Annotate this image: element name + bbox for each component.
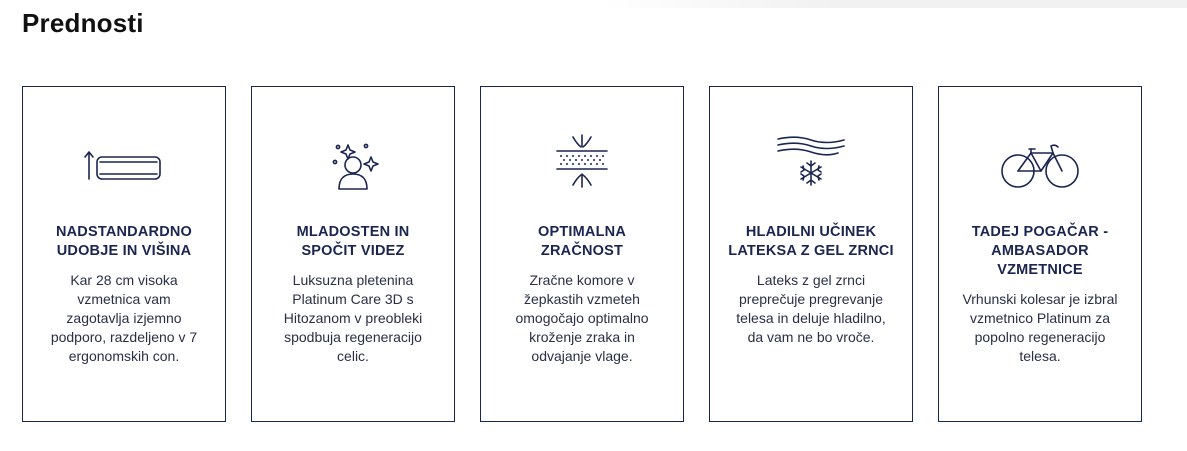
card-description: Vrhunski kolesar je izbral vzmetnico Platinum za popolno regeneracijo telesa. xyxy=(962,291,1118,364)
mattress-height-icon xyxy=(79,131,169,201)
section-title: Prednosti xyxy=(22,8,144,38)
bicycle-icon xyxy=(995,131,1085,201)
card-description: Luksuzna pletenina Platinum Care 3D s Hitozanom v preobleki spodbuja regeneracijo celic. xyxy=(283,272,423,364)
benefit-card-youthful-look xyxy=(251,86,455,422)
card-title: MLADOSTEN IN SPOČIT VIDEZ xyxy=(296,224,410,259)
card-title: NADSTANDARDNO UDOBJE IN VIŠINA xyxy=(55,224,193,259)
benefit-card-ambassador xyxy=(938,86,1142,422)
benefit-card-cooling-latex xyxy=(709,86,913,422)
cooling-wind-snowflake-icon xyxy=(766,131,856,201)
card-description: Zračne komore v žepkastih vzmeteh omogočajo optimalno kroženje zraka in odvajanje vlage. xyxy=(515,272,649,364)
benefit-card-breathability xyxy=(480,86,684,422)
card-description: Lateks z gel zrnci preprečuje pregrevanje telesa in deluje hladilno, da vam ne bo vroče. xyxy=(736,272,886,345)
benefits-cards xyxy=(22,86,1142,422)
card-title: OPTIMALNA ZRAČNOST xyxy=(538,224,626,259)
youthful-person-sparkles-icon xyxy=(308,131,398,201)
card-title: TADEJ POGAČAR - AMBASADOR VZMETNICE xyxy=(971,224,1109,278)
top-divider-shade xyxy=(600,0,1187,8)
card-description: Kar 28 cm visoka vzmetnica vam zagotavlja izjemno podporo, razdeljeno v 7 ergonomskih con. xyxy=(50,272,198,364)
benefit-card-comfort-height xyxy=(22,86,226,422)
airflow-layer-icon xyxy=(537,131,627,201)
card-title: HLADILNI UČINEK LATEKSA Z GEL ZRNCI xyxy=(728,224,894,259)
